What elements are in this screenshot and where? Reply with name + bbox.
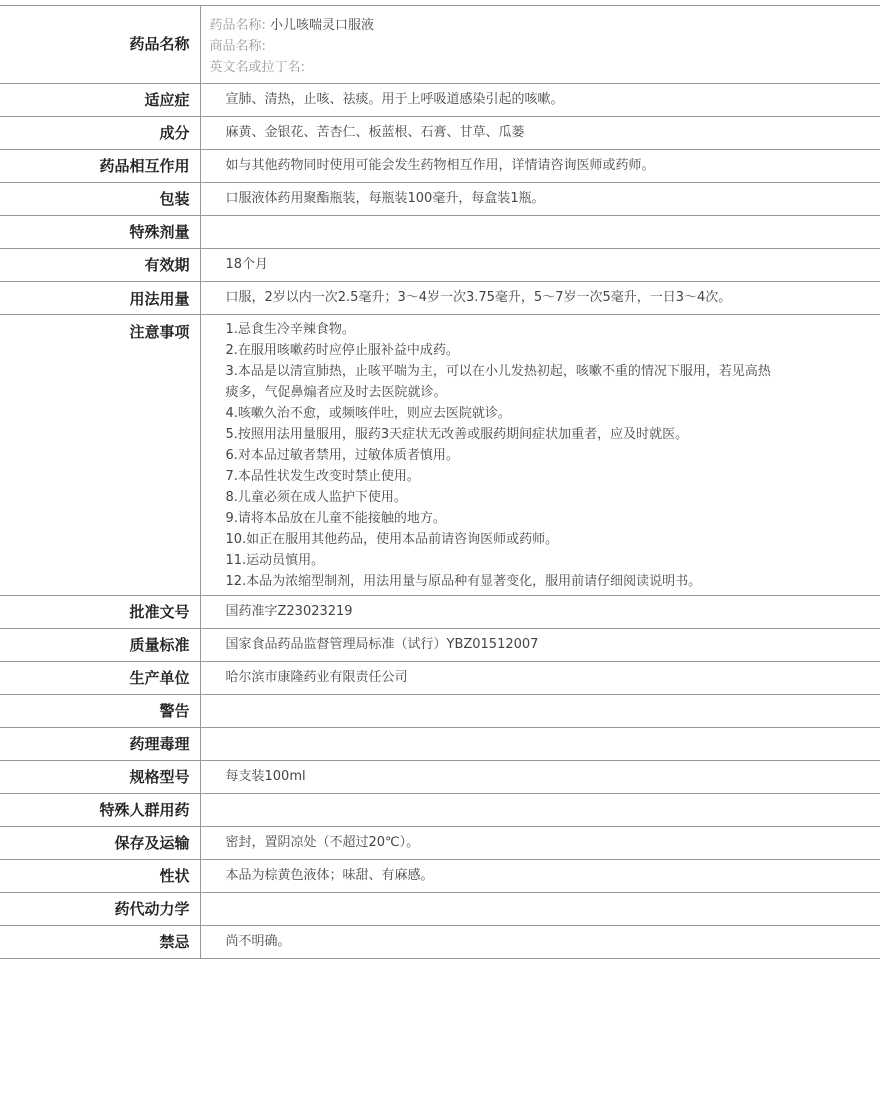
generic-name-value: 小儿咳喘灵口服液	[270, 18, 375, 33]
row-manufacturer	[0, 662, 880, 695]
storage-value: 密封，置阴凉处（不超过20℃）。	[200, 827, 880, 860]
row-indications	[0, 84, 880, 117]
generic-name-key: 药品名称:	[209, 18, 266, 33]
special-population-value	[200, 794, 880, 827]
row-toxicology	[0, 728, 880, 761]
contraindications-label: 禁忌	[0, 926, 200, 959]
ingredients-value: 麻黄、金银花、苦杏仁、板蓝根、石膏、甘草、瓜蒌	[200, 117, 880, 150]
precaution-item: 6.对本品过敏者禁用，过敏体质者慎用。	[225, 448, 459, 463]
ingredients-label: 成分	[0, 117, 200, 150]
specification-label: 规格型号	[0, 761, 200, 794]
precaution-item: 8.儿童必须在成人监护下使用。	[225, 490, 407, 505]
shelf-life-value: 18个月	[200, 249, 880, 282]
special-dosage-label: 特殊剂量	[0, 216, 200, 249]
precaution-item: 5.按照用法用量服用，服药3天症状无改善或服药期间症状加重者，应及时就医。	[225, 427, 689, 442]
special-population-label: 特殊人群用药	[0, 794, 200, 827]
approval-value: 国药准字Z23023219	[200, 596, 880, 629]
english-name-line	[210, 57, 880, 78]
shelf-life-label: 有效期	[0, 249, 200, 282]
row-pharmacokinetics	[0, 893, 880, 926]
manufacturer-label: 生产单位	[0, 662, 200, 695]
precaution-item: 7.本品性状发生改变时禁止使用。	[225, 469, 420, 484]
english-name-key: 英文名或拉丁名:	[209, 60, 305, 75]
row-special-dosage	[0, 216, 880, 249]
row-special-population	[0, 794, 880, 827]
precaution-item: 9.请将本品放在儿童不能接触的地方。	[225, 511, 446, 526]
row-contraindications	[0, 926, 880, 959]
row-warning	[0, 695, 880, 728]
interactions-label: 药品相互作用	[0, 150, 200, 183]
drug-info-table	[0, 5, 880, 959]
precaution-item: 3.本品是以清宣肺热，止咳平喘为主，可以在小儿发热初起，咳嗽不重的情况下服用，若见高热痰多，气促鼻煽者应及时去医院就诊。	[225, 364, 771, 400]
quality-standard-value: 国家食品药品监督管理局标准（试行）YBZ01512007	[200, 629, 880, 662]
description-label: 性状	[0, 860, 200, 893]
row-approval	[0, 596, 880, 629]
drug-name-values	[200, 6, 880, 84]
pharmacokinetics-label: 药代动力学	[0, 893, 200, 926]
storage-label: 保存及运输	[0, 827, 200, 860]
toxicology-label: 药理毒理	[0, 728, 200, 761]
row-precautions	[0, 315, 880, 596]
precaution-item: 12.本品为浓缩型制剂，用法用量与原品种有显著变化，服用前请仔细阅读说明书。	[225, 574, 702, 589]
trade-name-line	[210, 36, 880, 57]
precaution-item: 2.在服用咳嗽药时应停止服补益中成药。	[225, 343, 459, 358]
quality-standard-label: 质量标准	[0, 629, 200, 662]
precaution-item: 4.咳嗽久治不愈，或频咳伴吐，则应去医院就诊。	[225, 406, 511, 421]
usage-label: 用法用量	[0, 282, 200, 315]
drug-name-label: 药品名称	[0, 6, 200, 84]
warning-value	[200, 695, 880, 728]
indications-label: 适应症	[0, 84, 200, 117]
row-interactions	[0, 150, 880, 183]
row-packaging	[0, 183, 880, 216]
warning-label: 警告	[0, 695, 200, 728]
precautions-list	[200, 315, 880, 596]
approval-label: 批准文号	[0, 596, 200, 629]
packaging-label: 包装	[0, 183, 200, 216]
manufacturer-value: 哈尔滨市康隆药业有限责任公司	[200, 662, 880, 695]
row-ingredients	[0, 117, 880, 150]
interactions-value: 如与其他药物同时使用可能会发生药物相互作用，详情请咨询医师或药师。	[200, 150, 880, 183]
precaution-item: 11.运动员慎用。	[225, 553, 325, 568]
description-value: 本品为棕黄色液体；味甜、有麻感。	[200, 860, 880, 893]
usage-value-cell	[200, 282, 880, 315]
row-usage	[0, 282, 880, 315]
contraindications-value: 尚不明确。	[200, 926, 880, 959]
special-dosage-value	[200, 216, 880, 249]
pharmacokinetics-value	[200, 893, 880, 926]
specification-value: 每支装100ml	[200, 761, 880, 794]
row-description	[0, 860, 880, 893]
packaging-value: 口服液体药用聚酯瓶装，每瓶装100毫升，每盒装1瓶。	[200, 183, 880, 216]
row-quality-standard	[0, 629, 880, 662]
row-storage	[0, 827, 880, 860]
indications-value: 宣肺、清热，止咳、祛痰。用于上呼吸道感染引起的咳嗽。	[200, 84, 880, 117]
toxicology-value	[200, 728, 880, 761]
trade-name-key: 商品名称:	[209, 39, 266, 54]
row-shelf-life	[0, 249, 880, 282]
usage-value: 口服，2岁以内一次2.5毫升；3～4岁一次3.75毫升，5～7岁一次5毫升，一日3～4次。	[225, 290, 732, 305]
precaution-item: 10.如正在服用其他药品，使用本品前请咨询医师或药师。	[225, 532, 559, 547]
row-specification	[0, 761, 880, 794]
row-drug-name	[0, 6, 880, 84]
generic-name-line	[210, 15, 880, 36]
precaution-item: 1.忌食生冷辛辣食物。	[225, 322, 355, 337]
precautions-label: 注意事项	[0, 315, 200, 596]
